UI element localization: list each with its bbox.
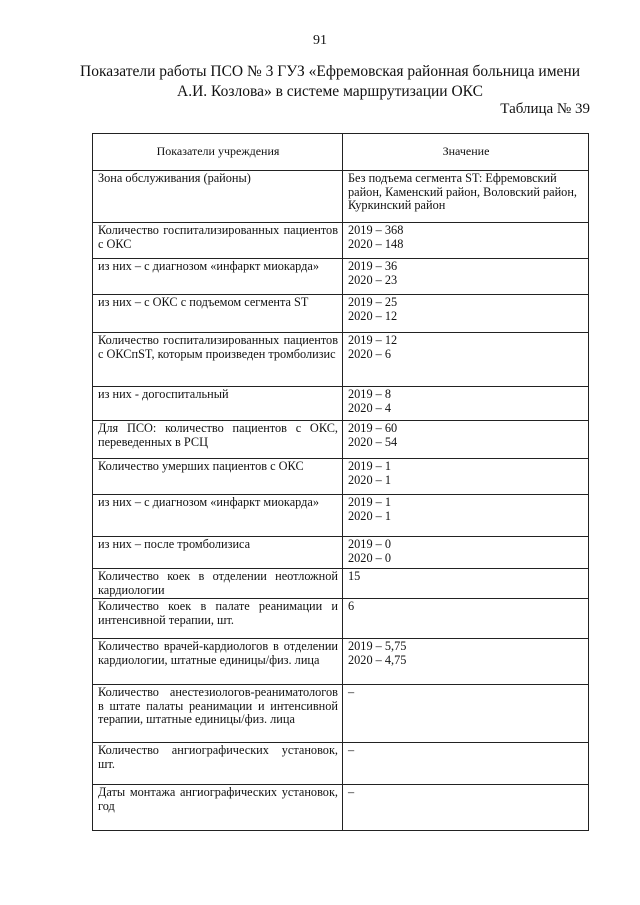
indicator-cell: Количество анестезиологов-реаниматологов в штате палаты реанимации и интенсивной терапии, штатные единицы/физ. лица — [93, 685, 343, 743]
value-line: 2019 – 5,75 — [348, 639, 407, 654]
value-cell — [343, 259, 589, 295]
indicator-cell: из них – после тромболизиса — [93, 537, 343, 569]
table-row — [93, 599, 589, 639]
value-line: 2020 – 0 — [348, 550, 392, 565]
value-line: 2019 – 8 — [348, 387, 392, 401]
document-title — [70, 62, 590, 102]
indicator-cell: Количество коек в палате реанимации и интенсивной терапии, шт. — [93, 599, 343, 639]
table-row — [93, 171, 589, 223]
header-indicator: Показатели учреждения — [93, 134, 343, 171]
value-cell — [343, 639, 589, 685]
table-row — [93, 259, 589, 295]
page-number: 91 — [313, 33, 327, 48]
title-line-1: Показатели работы ПСО № 3 ГУЗ «Ефремовская районная больница имени — [80, 63, 580, 80]
value-line: 2019 – 36 — [348, 259, 398, 273]
value-line: – — [348, 743, 355, 758]
value-line: 2020 – 4 — [348, 400, 392, 415]
table-row — [93, 743, 589, 785]
indicator-cell: Даты монтажа ангиографических установок, год — [93, 785, 343, 831]
table-row — [93, 569, 589, 599]
indicators-table — [92, 133, 589, 831]
value-line: 2020 – 1 — [348, 472, 392, 487]
value-line: 6 — [348, 599, 355, 614]
indicator-cell: из них – с ОКС с подъемом сегмента ST — [93, 295, 343, 333]
indicator-cell: Количество врачей-кардиологов в отделении кардиологии, штатные единицы/физ. лица — [93, 639, 343, 685]
value-line: 2020 – 12 — [348, 308, 398, 323]
value-cell — [343, 421, 589, 459]
value-cell — [343, 333, 589, 387]
value-line: 2020 – 54 — [348, 434, 398, 449]
table-row — [93, 333, 589, 387]
value-cell — [343, 743, 589, 785]
value-cell — [343, 295, 589, 333]
indicator-cell: из них – с диагнозом «инфаркт миокарда» — [93, 495, 343, 537]
value-line: 2019 – 25 — [348, 295, 398, 309]
indicator-cell: Количество умерших пациентов с ОКС — [93, 459, 343, 495]
table-row — [93, 685, 589, 743]
value-cell — [343, 223, 589, 259]
value-line: 2019 – 0 — [348, 537, 392, 551]
indicator-cell: из них – с диагнозом «инфаркт миокарда» — [93, 259, 343, 295]
table-row — [93, 785, 589, 831]
indicator-cell: Количество ангиографических установок, шт. — [93, 743, 343, 785]
value-cell — [343, 171, 589, 223]
value-line: Без подъема сегмента ST: Ефремовский район, Каменский район, Воловский район, Куркинский район — [348, 171, 577, 213]
value-line: 2020 – 6 — [348, 346, 392, 361]
table-row — [93, 639, 589, 685]
title-line-2: А.И. Козлова» в системе маршрутизации ОКС — [177, 83, 483, 100]
value-cell — [343, 387, 589, 421]
indicator-cell: Для ПСО: количество пациентов с ОКС, переведенных в РСЦ — [93, 421, 343, 459]
value-line: 15 — [348, 569, 361, 583]
indicator-cell: Зона обслуживания (районы) — [93, 171, 343, 223]
value-cell — [343, 459, 589, 495]
value-line: 2019 – 1 — [348, 459, 392, 473]
table-row — [93, 421, 589, 459]
header-value: Значение — [343, 134, 589, 171]
indicator-cell: Количество коек в отделении неотложной кардиологии — [93, 569, 343, 599]
table-header-row — [93, 134, 589, 171]
value-cell — [343, 569, 589, 599]
value-line: 2020 – 1 — [348, 508, 392, 523]
table-label: Таблица № 39 — [500, 101, 590, 117]
table-row — [93, 537, 589, 569]
table-row — [93, 295, 589, 333]
table-row — [93, 387, 589, 421]
value-cell — [343, 685, 589, 743]
value-cell — [343, 599, 589, 639]
value-line: 2019 – 1 — [348, 495, 392, 509]
value-line: 2020 – 23 — [348, 272, 398, 287]
value-line: – — [348, 785, 355, 800]
value-cell — [343, 785, 589, 831]
table-row — [93, 223, 589, 259]
value-line: 2019 – 60 — [348, 421, 398, 435]
value-line: 2020 – 148 — [348, 236, 404, 251]
value-line: 2019 – 12 — [348, 333, 398, 347]
table-row — [93, 459, 589, 495]
value-cell — [343, 495, 589, 537]
value-line: 2020 – 4,75 — [348, 652, 407, 667]
indicator-cell: из них - догоспитальный — [93, 387, 343, 421]
indicator-cell: Количество госпитализированных пациентов с ОКС — [93, 223, 343, 259]
value-cell — [343, 537, 589, 569]
value-line: 2019 – 368 — [348, 223, 404, 237]
table-row — [93, 495, 589, 537]
indicator-cell: Количество госпитализированных пациентов с ОКСпST, которым произведен тромболизис — [93, 333, 343, 387]
value-line: – — [348, 685, 355, 700]
